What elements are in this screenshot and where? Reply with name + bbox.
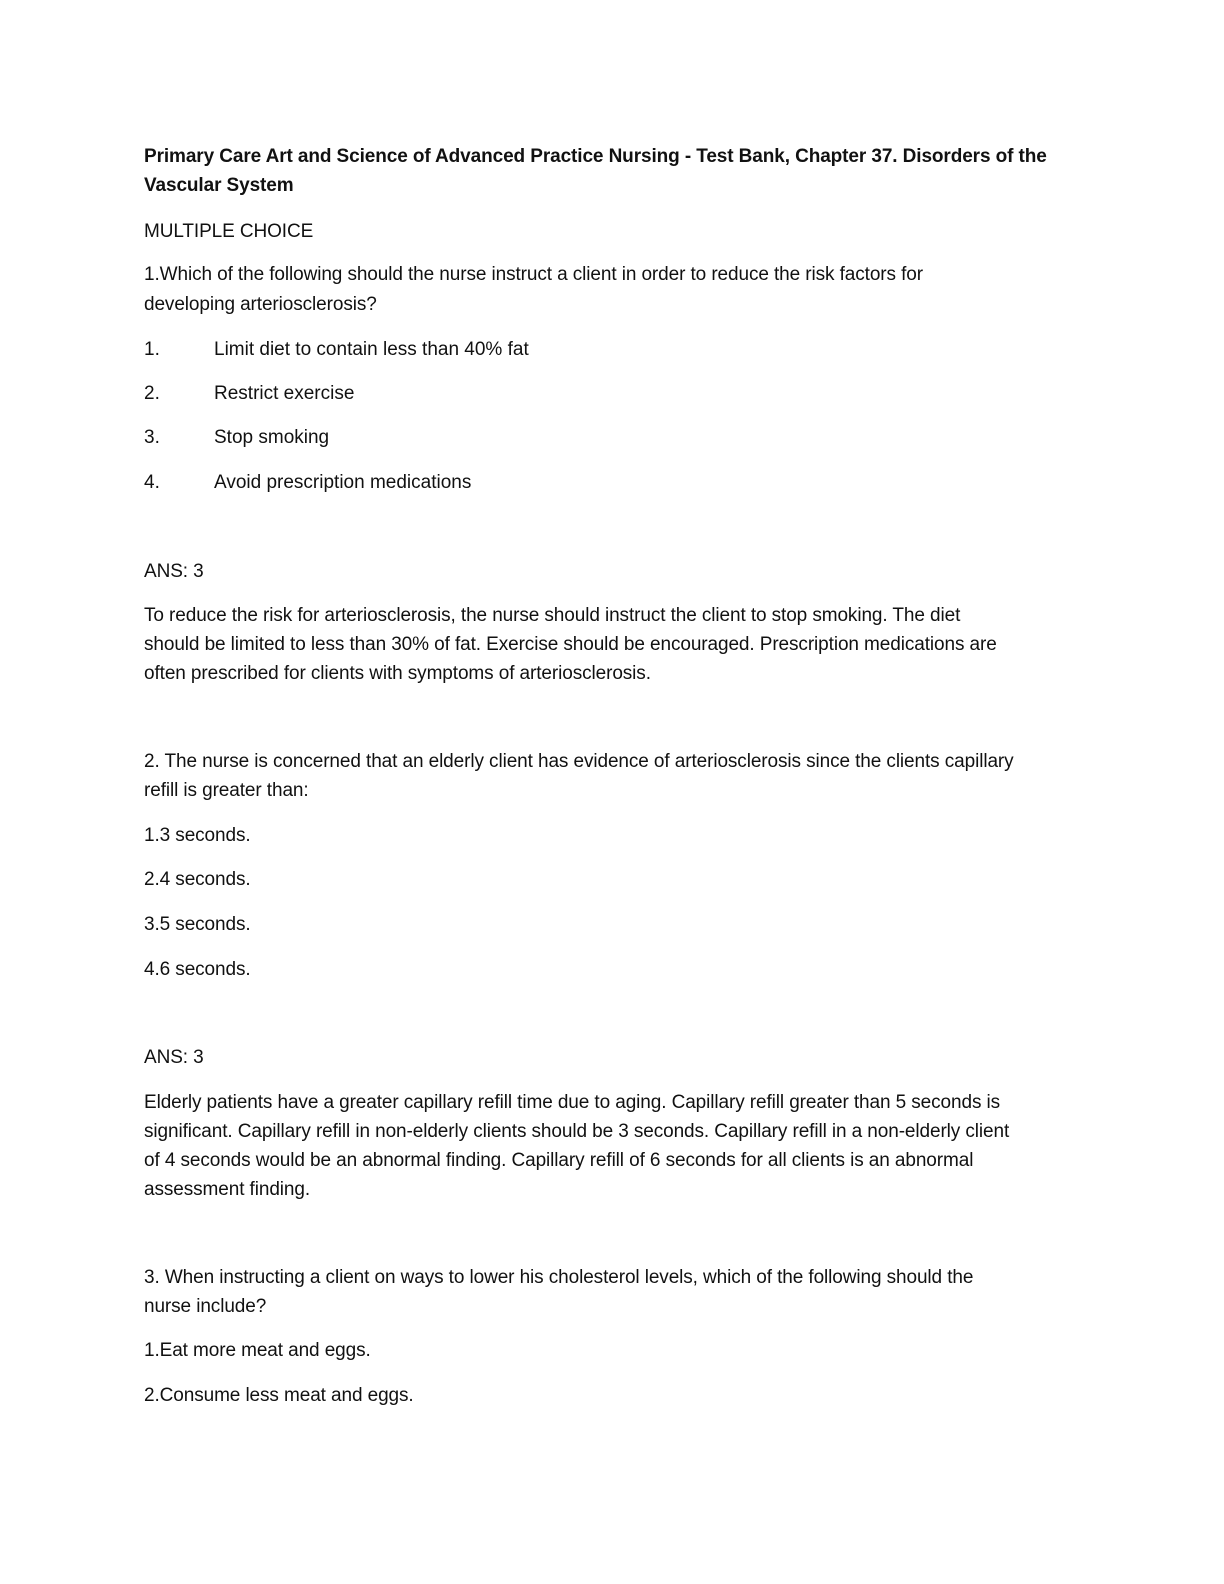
q2-rationale-line-1: Elderly patients have a greater capillary refill time due to aging. Capillary refill greater than 5 seconds is [144,1092,1001,1113]
q1-rationale-line-1: To reduce the risk for arteriosclerosis, the nurse should instruct the client to stop smoking. The diet [144,605,961,626]
q2-option-4: 4.6 seconds. [144,959,251,980]
q1-option-2-number: 2. [144,383,160,404]
q2-option-2: 2.4 seconds. [144,869,251,890]
q2-rationale-line-2: significant. Capillary refill in non-elderly clients should be 3 seconds. Capillary refill in a non-elderly client [144,1121,1010,1142]
q1-option-1-number: 1. [144,339,160,360]
q1-answer: ANS: 3 [144,561,204,582]
q1-option-4 [144,468,471,497]
q2-answer: ANS: 3 [144,1047,204,1068]
q3-stem-line-2: nurse include? [144,1296,267,1317]
q1-rationale-line-3: often prescribed for clients with symptoms of arteriosclerosis. [144,663,651,684]
q1-option-1 [144,335,529,364]
q2-option-3: 3.5 seconds. [144,914,251,935]
q1-option-1-text: Limit diet to contain less than 40% fat [214,339,529,360]
q2-rationale-line-4: assessment finding. [144,1179,311,1200]
q1-rationale-line-2: should be limited to less than 30% of fat. Exercise should be encouraged. Prescription medications are [144,634,997,655]
q1-option-4-number: 4. [144,472,160,493]
q2-option-1: 1.3 seconds. [144,825,251,846]
q1-stem-line-2: developing arteriosclerosis? [144,294,377,315]
document-page [144,0,1084,1584]
q2-rationale-line-3: of 4 seconds would be an abnormal finding. Capillary refill of 6 seconds for all clients is an abnormal [144,1150,974,1171]
q3-option-2: 2.Consume less meat and eggs. [144,1385,414,1406]
q1-option-3-text: Stop smoking [214,427,330,448]
q3-stem-line-1: 3. When instructing a client on ways to lower his cholesterol levels, which of the following should the [144,1267,974,1288]
q3-option-1: 1.Eat more meat and eggs. [144,1340,371,1361]
q1-option-4-text: Avoid prescription medications [214,472,472,493]
q2-stem-line-2: refill is greater than: [144,780,309,801]
q2-stem-line-1: 2. The nurse is concerned that an elderly client has evidence of arteriosclerosis since the clients capillary [144,751,1014,772]
q1-option-3-number: 3. [144,427,160,448]
q1-option-3 [144,423,329,452]
section-heading: MULTIPLE CHOICE [144,221,314,242]
document-title-line-2: Vascular System [144,175,294,196]
document-title-line-1: Primary Care Art and Science of Advanced Practice Nursing - Test Bank, Chapter 37. Disorders of the [144,146,1047,167]
q1-stem-line-1: 1.Which of the following should the nurse instruct a client in order to reduce the risk factors for [144,264,923,285]
q1-option-2-text: Restrict exercise [214,383,355,404]
q1-option-2 [144,379,354,408]
